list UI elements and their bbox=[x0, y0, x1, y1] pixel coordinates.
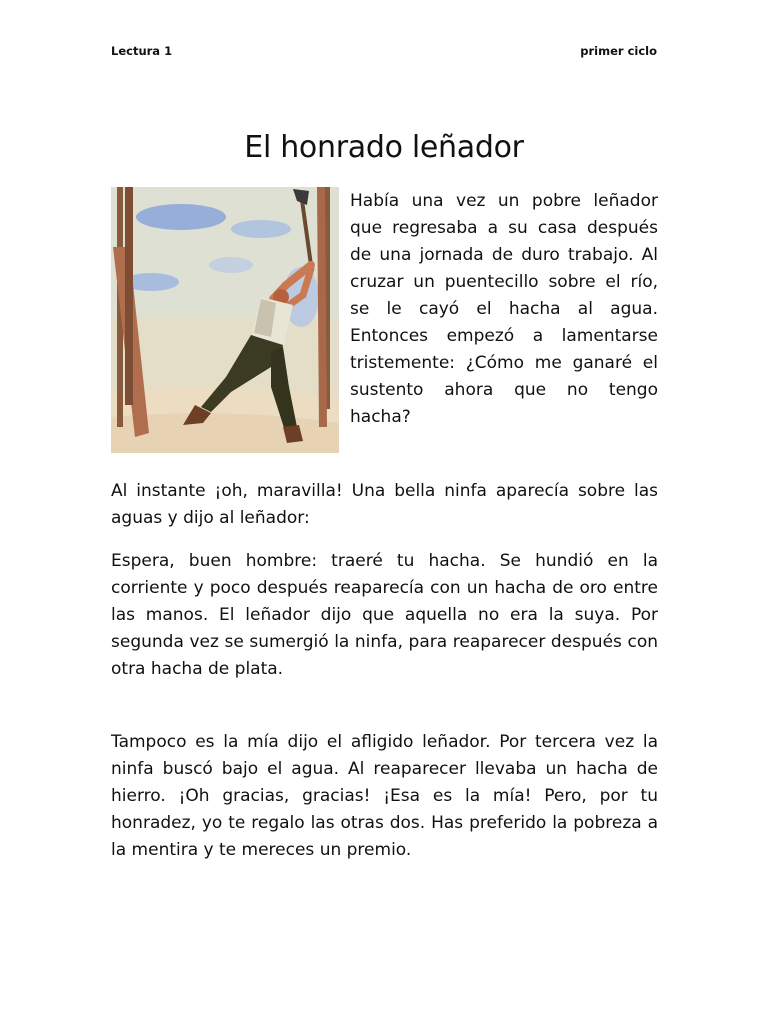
paragraph-4: Tampoco es la mía dijo el afligido leñador. Por tercera vez la ninfa buscó bajo el agua. Al reaparecer llevaba un hacha de hierro. ¡Oh gracias, gracias! ¡Esa es la mía! Pero, por tu honradez, yo te regalo las otras dos. Has preferido la pobreza a la mentira y te mereces un premio. bbox=[111, 732, 658, 860]
paragraph-3: Espera, buen hombre: traeré tu hacha. Se hundió en la corriente y poco después reaparecía con un hacha de oro entre las manos. El leñador dijo que aquella no era la suya. Por segunda vez se sumergió la ninfa, para reaparecer después con otra hacha de plata. bbox=[111, 551, 658, 679]
header-reading-number: Lectura 1 bbox=[111, 44, 173, 58]
woodcutter-painting-icon bbox=[111, 187, 339, 453]
woodcutter-illustration bbox=[111, 187, 339, 453]
paragraph-1: Había una vez un pobre leñador que regresaba a su casa después de una jornada de duro trabajo. Al cruzar un puentecillo sobre el río, se le cayó el hacha al agua. Entonces empezó a lamentarse tristemente: ¿Cómo me ganaré el sustento ahora que no tengo hacha? bbox=[350, 191, 658, 427]
page-header bbox=[111, 44, 657, 62]
paragraph-2: Al instante ¡oh, maravilla! Una bella ninfa aparecía sobre las aguas y dijo al leñador: bbox=[111, 481, 658, 528]
header-cycle: primer ciclo bbox=[580, 44, 657, 58]
page-title: El honrado leñador bbox=[244, 130, 524, 165]
